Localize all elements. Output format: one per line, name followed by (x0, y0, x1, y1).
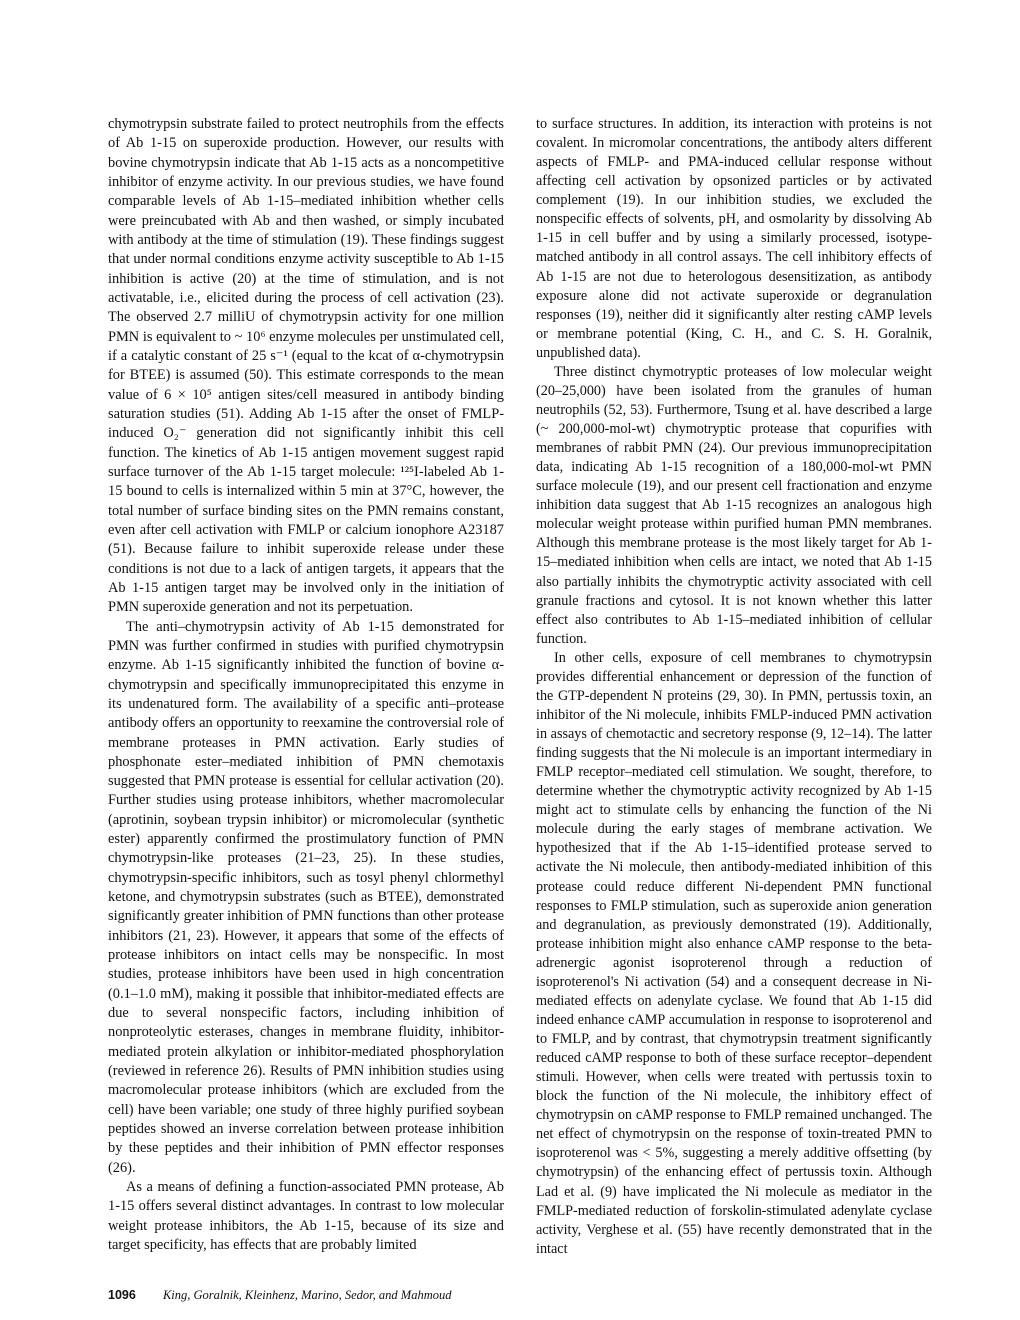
page-number: 1096 (108, 1288, 136, 1302)
paragraph: Three distinct chymotryptic proteases of low molecular weight (20–25,000) have been isolated from the granules of human neutrophils (52, 53). Furthermore, Tsung et al. have described a large (~ 200,000-mol-wt) chymotryptic protease that copurifies with membranes of rabbit PMN (24). Our previous immunoprecipitation data, indicating Ab 1-15 recognition of a 180,000-mol-wt PMN surface molecule (19), and our present cell fractionation and enzyme inhibition data suggest that Ab 1-15 recognizes an analogous high molecular weight protease within purified human PMN membranes. Although this membrane protease is the most likely target for Ab 1-15–mediated inhibition when cells are intact, we noted that Ab 1-15 also partially inhibits the chymotryptic activity associated with cell granule fractions and cytosol. It is not known whether this latter effect also contributes to Ab 1-15–mediated inhibition of cellular function. (536, 363, 932, 647)
running-authors: King, Goralnik, Kleinhenz, Marino, Sedor, and Mahmoud (162, 1288, 452, 1302)
paragraph: In other cells, exposure of cell membranes to chymotrypsin provides differential enhancement or depression of the function of the GTP-dependent N proteins (29, 30). In PMN, pertussis toxin, an inhibitor of the Ni molecule, inhibits FMLP-induced PMN activation in assays of chemotactic and secretory response (9, 12–14). The latter finding suggests that the Ni molecule is an important intermediary in FMLP receptor–mediated cell stimulation. We sought, therefore, to determine whether the chymotryptic activity recognized by Ab 1-15 might act to stimulate cells by enhancing the function of the Ni molecule during the early stages of membrane activation. We hypothesized that if the Ab 1-15–identified protease served to activate the Ni molecule, then antibody-mediated inhibition of this protease could reduce different Ni-dependent PMN functional responses to FMLP stimulation, such as superoxide anion generation and degranulation, as previously demonstrated (19). Additionally, protease inhibition might also enhance cAMP response to the beta-adrenergic agonist isoproterenol through a reduction of isoproterenol's Ni activation (54) and a consequent decrease in Ni-mediated effects on adenylate cyclase. We found that Ab 1-15 did indeed enhance cAMP accumulation in response to isoproterenol and to FMLP, and by contrast, that chymotrypsin treatment significantly reduced cAMP response to both of these surface receptor–dependent stimuli. However, when cells were treated with pertussis toxin to block the function of the Ni molecule, the inhibitory effect of chymotrypsin on cAMP response to FMLP remained unchanged. The net effect of chymotrypsin on the response of toxin-treated PMN to isoproterenol was < 5%, suggesting a merely additive offsetting (by chymotrypsin) of the enhancing effect of pertussis toxin. Although Lad et al. (9) have implicated the Ni molecule as mediator in the FMLP-mediated reduction of forskolin-stimulated adenylate cyclase activity, Verghese et al. (55) have recently demonstrated that in the intact (536, 649, 932, 1257)
paragraph: chymotrypsin substrate failed to protect neutrophils from the effects of Ab 1-15 on superoxide production. However, our results with bovine chymotrypsin indicate that Ab 1-15 acts as a noncompetitive inhibitor of enzyme activity. In our previous studies, we have found comparable levels of Ab 1-15–mediated inhibition whether cells were preincubated with Ab and then washed, or simply incubated with antibody at the time of stimulation (19). These findings suggest that under normal conditions enzyme activity susceptible to Ab 1-15 inhibition is active (20) at the time of stimulation, and is not activatable, i.e., elicited during the process of cell activation (23). The observed 2.7 milliU of chymotrypsin activity for one million PMN is equivalent to ~ 10⁶ enzyme molecules per unstimulated cell, if a catalytic constant of 25 s⁻¹ (equal to the kcat of α-chymotrypsin for BTEE) is assumed (50). This estimate corresponds to the mean value of 6 × 10⁵ antigen sites/cell measured in antibody binding saturation studies (51). Adding Ab 1-15 after the onset of FMLP-induced O₂⁻ generation did not significantly inhibit this cell function. The kinetics of Ab 1-15 antigen movement suggest rapid surface turnover of the Ab 1-15 target molecule: ¹²⁵I-labeled Ab 1-15 bound to cells is internalized within 5 min at 37°C, however, the total number of surface binding sites on the PMN remains constant, even after cell activation with FMLP or calcium ionophore A23187 (51). Because failure to inhibit superoxide release under these conditions is not due to a lack of antigen targets, it appears that the Ab 1-15 antigen target may be involved only in the initiation of PMN superoxide generation and not its perpetuation. (108, 116, 504, 616)
left-column (108, 115, 504, 1255)
paragraph: As a means of defining a function-associated PMN protease, Ab 1-15 offers several distinct advantages. In contrast to low molecular weight protease inhibitors, the Ab 1-15, because of its size and target specificity, has effects that are probably limited (108, 1179, 504, 1254)
page-footer (108, 1288, 451, 1303)
paragraph: to surface structures. In addition, its interaction with proteins is not covalent. In micromolar concentrations, the antibody alters different aspects of FMLP- and PMA-induced cellular response without affecting cell activation by opsonized particles or by activated complement (19). In our inhibition studies, we excluded the nonspecific effects of solvents, pH, and osmolarity by dissolving Ab 1-15 in cell buffer and by using a similarly processed, isotype-matched antibody in all control assays. The cell inhibitory effects of Ab 1-15 are not due to heterologous desensitization, as antibody exposure alone did not activate superoxide or degranulation responses (19), neither did it significantly alter resting cAMP levels or membrane potential (King, C. H., and C. S. H. Goralnik, unpublished data). (536, 116, 932, 361)
right-column (536, 115, 932, 1259)
paragraph: The anti–chymotrypsin activity of Ab 1-15 demonstrated for PMN was further confirmed in studies with purified chymotrypsin enzyme. Ab 1-15 significantly inhibited the function of bovine α-chymotrypsin and specifically immunoprecipitated this enzyme in its undenatured form. The availability of a specific anti–protease antibody offers an opportunity to reexamine the controversial role of membrane proteases in PMN activation. Early studies of phosphonate ester–mediated inhibition of PMN chemotaxis suggested that PMN protease is essential for cellular activation (20). Further studies using protease inhibitors, whether macromolecular (aprotinin, soybean trypsin inhibitor) or micromolecular (synthetic ester) apparently confirmed the prostimulatory function of PMN chymotrypsin-like proteases (21–23, 25). In these studies, chymotrypsin-specific inhibitors, such as tosyl phenyl chlormethyl ketone, and chymotrypsin substrates (such as BTEE), demonstrated significantly greater inhibition of PMN functions than other protease inhibitors (21, 23). However, it appears that some of the effects of protease inhibitors on intact cells may be nonspecific. In most studies, protease inhibitors have been used in high concentration (0.1–1.0 mM), making it possible that inhibitor-mediated effects are due to several nonspecific factors, including inhibition of nonproteolytic esterases, changes in membrane fluidity, inhibitor-mediated protein alkylation or inhibitor-mediated phosphorylation (reviewed in reference 26). Results of PMN inhibition studies using macromolecular protease inhibitors (which are excluded from the cell) have been variable; one study of three highly purified soybean peptides showed an inverse correlation between protease inhibition by these peptides and their inhibition of PMN effector responses (26). (108, 618, 504, 1176)
